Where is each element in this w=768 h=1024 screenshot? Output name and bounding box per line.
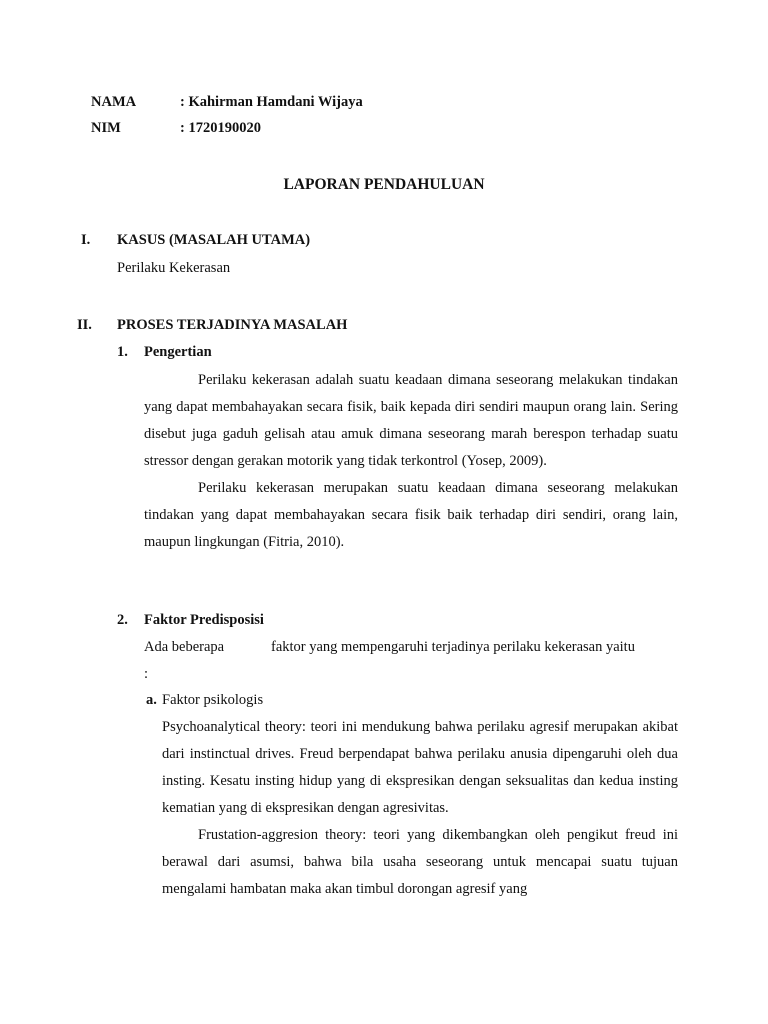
section-1-numeral: I. [81, 232, 91, 248]
nama-label: NAMA [91, 94, 137, 110]
pengertian-paragraph-1: Perilaku kekerasan adalah suatu keadaan dimana seseorang melakukan tindakan yang dapat membahayakan secara fisik, baik kepada diri sendiri maupun orang lain. Sering disebut juga gaduh gelisah atau amuk dimana seseorang marah berespon terhadap suatu stressor dengan gerakan motorik yang tidak terkontrol (Yosep, 2009). [144, 372, 678, 469]
pengertian-paragraph-2: Perilaku kekerasan merupakan suatu keadaan dimana seseorang melakukan tindakan yang dapat membahayakan secara fisik baik terhadap diri sendiri, orang lain, maupun lingkungan (Fitria, 2010). [144, 480, 678, 550]
section-2-numeral: II. [77, 317, 92, 333]
subsection-2-heading: Faktor Predisposisi [144, 612, 264, 628]
psikologis-paragraph-2: Frustation-aggresion theory: teori yang dikembangkan oleh pengikut freud ini berawal dari asumsi, bahwa bila usaha seseorang untuk mencapai suatu tujuan mengalami hambatan maka akan timbul dorongan agresif yang [162, 827, 678, 897]
item-a-letter: a. [146, 692, 157, 708]
psikologis-body [162, 714, 678, 903]
subsection-1-heading: Pengertian [144, 344, 212, 360]
subsection-2-number: 2. [117, 612, 128, 628]
section-1-text: Perilaku Kekerasan [117, 260, 231, 276]
document-title: LAPORAN PENDAHULUAN [283, 176, 485, 193]
section-2-heading: PROSES TERJADINYA MASALAH [117, 317, 348, 333]
predisposisi-intro-colon: : [144, 666, 149, 682]
subsection-1-number: 1. [117, 344, 128, 360]
psikologis-paragraph-1: Psychoanalytical theory: teori ini mendukung bahwa perilaku agresif merupakan akibat dari instinctual drives. Freud berpendapat bahwa perilaku anusia dipengaruhi oleh dua insting. Kesatu insting hidup yang di ekspresikan dengan seksualitas dan kedua insting kematian yang di ekspresikan dengan agresivitas. [162, 719, 678, 816]
item-a-heading: Faktor psikologis [162, 692, 264, 708]
predisposisi-intro-end: faktor yang mempengaruhi terjadinya perilaku kekerasan yaitu [271, 639, 635, 655]
pengertian-body [144, 367, 678, 556]
nim-label: NIM [91, 120, 121, 136]
nama-value: : Kahirman Hamdani Wijaya [180, 94, 363, 110]
predisposisi-intro-start: Ada beberapa [144, 639, 225, 655]
section-1-heading: KASUS (MASALAH UTAMA) [117, 232, 311, 248]
nim-value: : 1720190020 [180, 120, 261, 136]
